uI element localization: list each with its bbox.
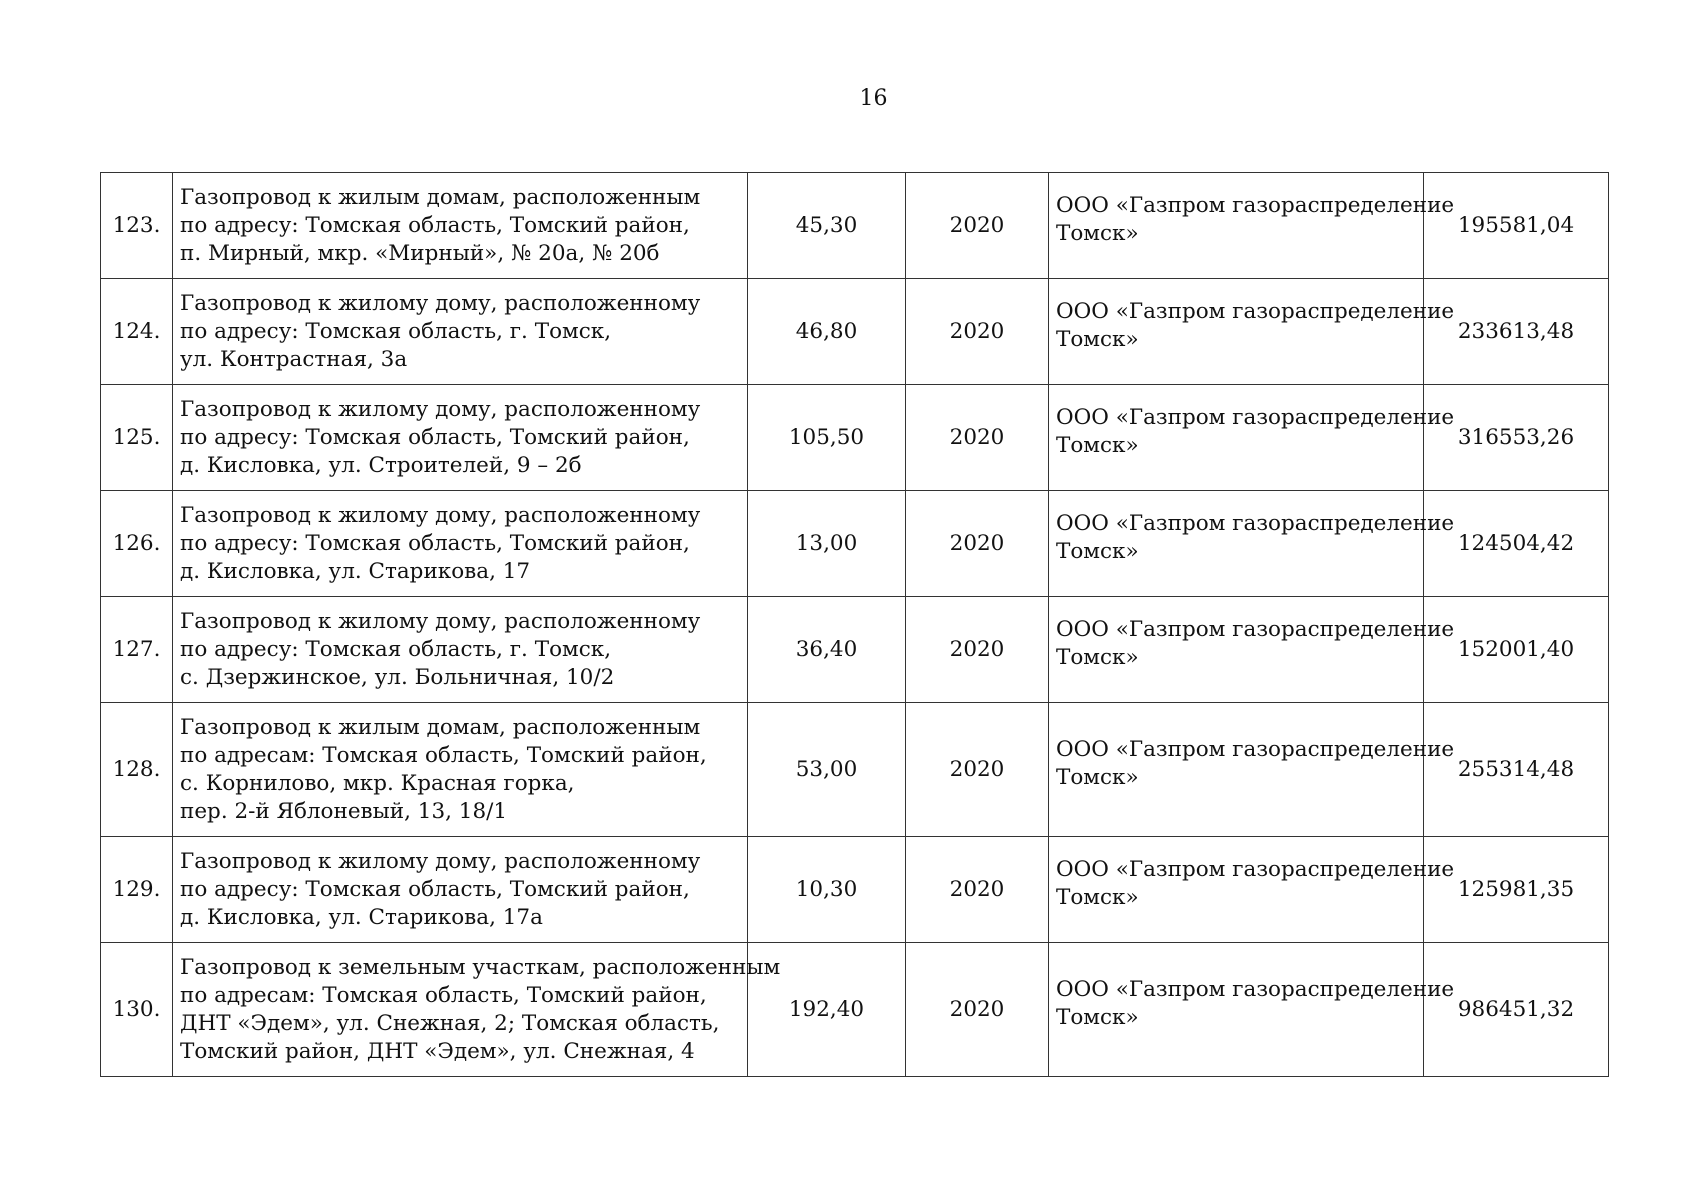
organization-cell: [1049, 943, 1455, 1077]
organization-line: ООО «Газпром газораспределение: [1056, 298, 1455, 324]
row-number-cell: 123.: [101, 173, 173, 279]
length-cell: 36,40: [748, 597, 906, 703]
organization-line: ООО «Газпром газораспределение: [1056, 976, 1455, 1002]
object-name-line: Газопровод к жилому дому, расположенному: [180, 290, 701, 316]
organization-line: Томск»: [1056, 538, 1139, 564]
length-cell: 105,50: [748, 385, 906, 491]
organization-text: [1056, 510, 1455, 566]
object-name-line: по адресу: Томская область, г. Томск,: [180, 318, 612, 344]
gas-pipeline-table: [100, 172, 1609, 1077]
organization-cell: [1049, 173, 1455, 279]
organization-text: [1056, 976, 1455, 1032]
object-name-line: д. Кисловка, ул. Старикова, 17а: [180, 904, 543, 930]
row-number-cell: 126.: [101, 491, 173, 597]
organization-text: [1056, 192, 1455, 248]
year-cell: 2020: [906, 279, 1049, 385]
organization-line: ООО «Газпром газораспределение: [1056, 510, 1455, 536]
object-name-line: ДНТ «Эдем», ул. Снежная, 2; Томская область,: [180, 1010, 720, 1036]
object-name-line: Газопровод к земельным участкам, расположенным: [180, 954, 781, 980]
organization-line: ООО «Газпром газораспределение: [1056, 736, 1455, 762]
object-name-cell: [173, 837, 748, 943]
organization-cell: [1049, 279, 1455, 385]
organization-text: [1056, 298, 1455, 354]
object-name-line: по адресу: Томская область, г. Томск,: [180, 636, 612, 662]
object-name-line: ул. Контрастная, 3а: [180, 346, 408, 372]
object-name-cell: [173, 943, 781, 1077]
table-row: [101, 385, 1609, 491]
object-name-line: с. Дзержинское, ул. Больничная, 10/2: [180, 664, 615, 690]
cost-cell: 316553,26: [1424, 385, 1609, 491]
year-cell: 2020: [906, 491, 1049, 597]
table-row: [101, 173, 1609, 279]
length-cell: 46,80: [748, 279, 906, 385]
object-name-line: Газопровод к жилым домам, расположенным: [180, 714, 701, 740]
organization-line: Томск»: [1056, 432, 1139, 458]
organization-line: Томск»: [1056, 644, 1139, 670]
year-cell: 2020: [906, 597, 1049, 703]
table-row: [101, 491, 1609, 597]
object-name-cell: [173, 703, 748, 837]
object-name-line: Газопровод к жилым домам, расположенным: [180, 184, 701, 210]
organization-text: [1056, 856, 1455, 912]
cost-cell: 125981,35: [1424, 837, 1609, 943]
object-name-line: по адресу: Томская область, Томский район,: [180, 424, 690, 450]
organization-line: Томск»: [1056, 764, 1139, 790]
row-number-cell: 130.: [101, 943, 173, 1077]
object-name-cell: [173, 491, 748, 597]
length-cell: 10,30: [748, 837, 906, 943]
object-name-cell: [173, 173, 748, 279]
table-row: [101, 279, 1609, 385]
object-name-line: по адресу: Томская область, Томский район,: [180, 876, 690, 902]
year-cell: 2020: [906, 943, 1049, 1077]
table-row: [101, 943, 1609, 1077]
organization-line: ООО «Газпром газораспределение: [1056, 856, 1455, 882]
row-number-cell: 129.: [101, 837, 173, 943]
cost-cell: 124504,42: [1424, 491, 1609, 597]
object-name-cell: [173, 597, 748, 703]
organization-line: Томск»: [1056, 220, 1139, 246]
organization-line: Томск»: [1056, 1004, 1139, 1030]
table-row: [101, 597, 1609, 703]
cost-cell: 986451,32: [1424, 943, 1609, 1077]
year-cell: 2020: [906, 703, 1049, 837]
object-name-line: Томский район, ДНТ «Эдем», ул. Снежная, 4: [180, 1038, 695, 1064]
organization-cell: [1049, 597, 1455, 703]
object-name-line: Газопровод к жилому дому, расположенному: [180, 608, 701, 634]
object-name-cell: [173, 385, 748, 491]
object-name-line: Газопровод к жилому дому, расположенному: [180, 502, 701, 528]
table-row: [101, 837, 1609, 943]
object-name-line: по адресам: Томская область, Томский район,: [180, 982, 707, 1008]
row-number-cell: 125.: [101, 385, 173, 491]
cost-cell: 255314,48: [1424, 703, 1609, 837]
cost-cell: 152001,40: [1424, 597, 1609, 703]
object-name-line: по адресу: Томская область, Томский район,: [180, 530, 690, 556]
organization-line: Томск»: [1056, 326, 1139, 352]
object-name-line: по адресам: Томская область, Томский район,: [180, 742, 707, 768]
organization-text: [1056, 616, 1455, 672]
length-cell: 13,00: [748, 491, 906, 597]
cost-cell: 195581,04: [1424, 173, 1609, 279]
length-cell: 45,30: [748, 173, 906, 279]
organization-line: Томск»: [1056, 884, 1139, 910]
year-cell: 2020: [906, 837, 1049, 943]
organization-line: ООО «Газпром газораспределение: [1056, 404, 1455, 430]
object-name-line: Газопровод к жилому дому, расположенному: [180, 848, 701, 874]
organization-cell: [1049, 491, 1455, 597]
page-number: 16: [859, 86, 888, 111]
row-number-cell: 128.: [101, 703, 173, 837]
row-number-cell: 124.: [101, 279, 173, 385]
organization-line: ООО «Газпром газораспределение: [1056, 192, 1455, 218]
object-name-line: по адресу: Томская область, Томский район,: [180, 212, 690, 238]
organization-cell: [1049, 703, 1455, 837]
object-name-line: д. Кисловка, ул. Старикова, 17: [180, 558, 531, 584]
organization-cell: [1049, 837, 1455, 943]
object-name-cell: [173, 279, 748, 385]
object-name-line: с. Корнилово, мкр. Красная горка,: [180, 770, 575, 796]
year-cell: 2020: [906, 173, 1049, 279]
object-name-line: Газопровод к жилому дому, расположенному: [180, 396, 701, 422]
length-cell: 192,40: [748, 943, 906, 1077]
year-cell: 2020: [906, 385, 1049, 491]
table-row: [101, 703, 1609, 837]
organization-text: [1056, 736, 1455, 792]
cost-cell: 233613,48: [1424, 279, 1609, 385]
object-name-line: п. Мирный, мкр. «Мирный», № 20а, № 20б: [180, 240, 660, 266]
object-name-line: пер. 2-й Яблоневый, 13, 18/1: [180, 798, 508, 824]
object-name-line: д. Кисловка, ул. Строителей, 9 – 2б: [180, 452, 582, 478]
organization-cell: [1049, 385, 1455, 491]
length-cell: 53,00: [748, 703, 906, 837]
organization-line: ООО «Газпром газораспределение: [1056, 616, 1455, 642]
row-number-cell: 127.: [101, 597, 173, 703]
organization-text: [1056, 404, 1455, 460]
